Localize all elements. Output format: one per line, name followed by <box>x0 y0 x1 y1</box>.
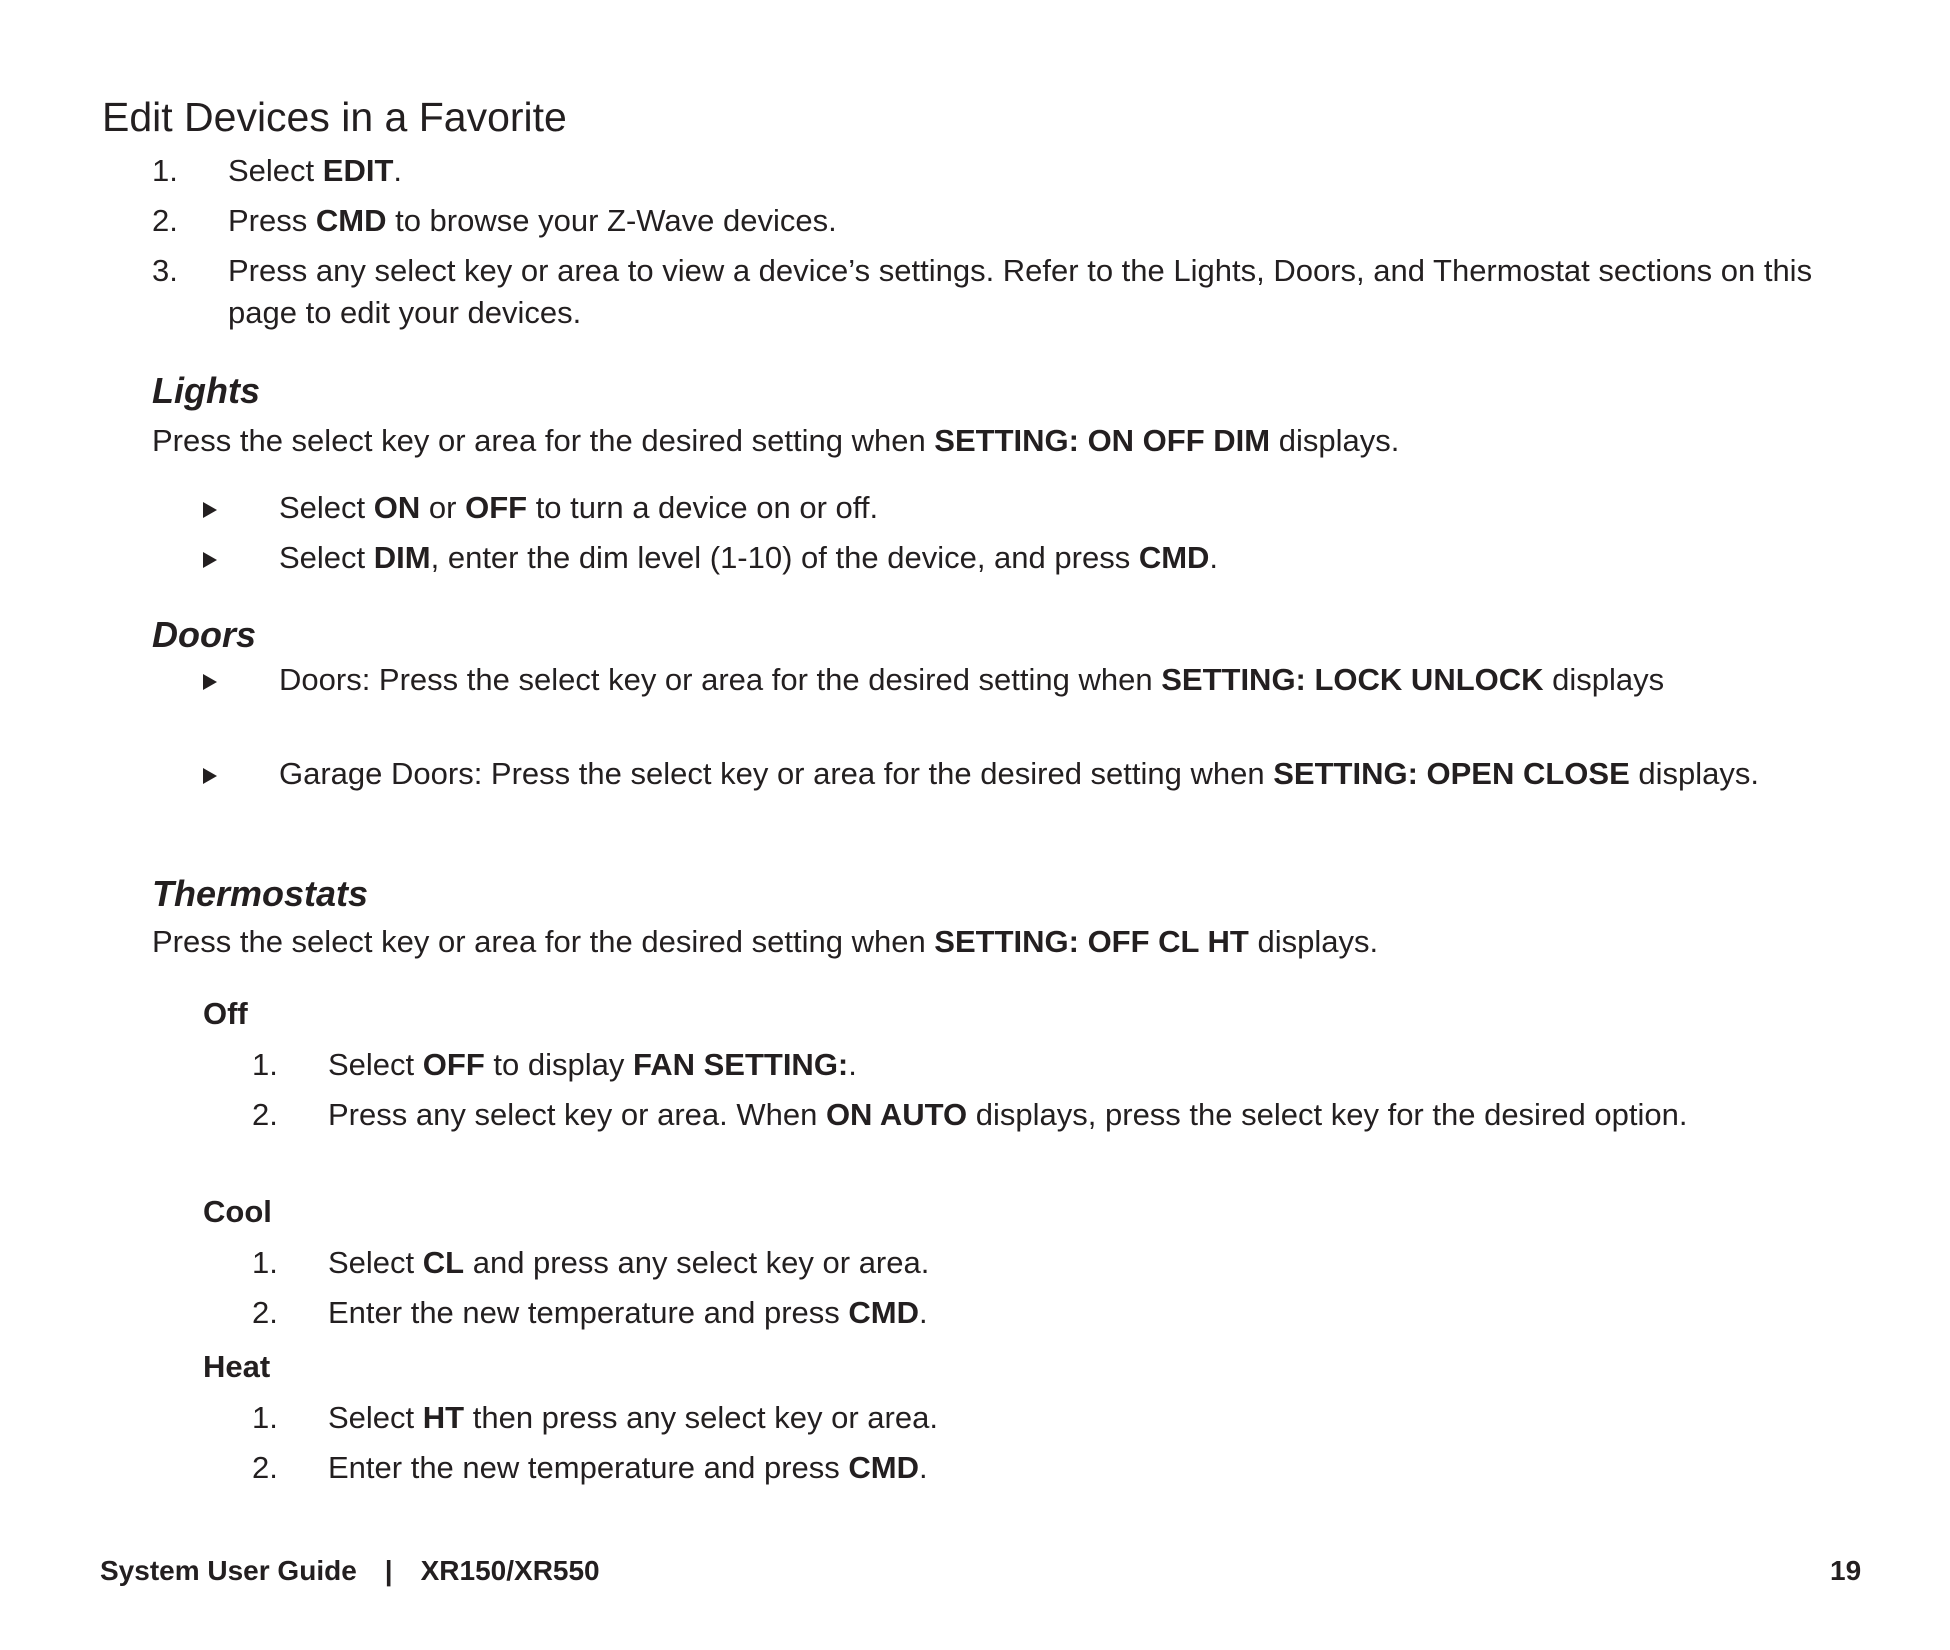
step-text: Press CMD to browse your Z-Wave devices. <box>228 203 837 238</box>
cool-step-1: 1. Select CL and press any select key or area. <box>252 1245 930 1280</box>
step-3 <box>152 250 1872 334</box>
thermostats-intro: Press the select key or area for the desired setting when SETTING: OFF CL HT displays. <box>152 924 1379 959</box>
triangle-bullet-icon <box>203 487 217 529</box>
off-step-1: 1. Select OFF to display FAN SETTING:. <box>252 1047 857 1082</box>
doors-heading: Doors <box>152 614 257 655</box>
cool-step-2: 2. Enter the new temperature and press CMD. <box>252 1295 928 1330</box>
step-number: 2. <box>152 203 178 238</box>
step-2 <box>152 200 1872 242</box>
lights-bullet-dim: Select DIM, enter the dim level (1-10) of the device, and press CMD. <box>203 537 1823 579</box>
page-title: Edit Devices in a Favorite <box>102 94 567 140</box>
page-number: 19 <box>1830 1555 1862 1586</box>
cool-heading: Cool <box>203 1194 272 1229</box>
step-1 <box>152 150 1872 192</box>
lights-intro: Press the select key or area for the desired setting when SETTING: ON OFF DIM displays. <box>152 423 1400 458</box>
step-text: Select EDIT. <box>228 153 403 188</box>
lights-heading: Lights <box>152 370 260 411</box>
heat-step-2: 2. Enter the new temperature and press CMD. <box>252 1450 928 1485</box>
heat-heading: Heat <box>203 1349 271 1384</box>
step-number: 1. <box>152 153 178 188</box>
doors-bullet-lock: Doors: Press the select key or area for the desired setting when SETTING: LOCK UNLOCK displays <box>203 659 1823 701</box>
thermostats-heading: Thermostats <box>152 873 369 914</box>
step-number: 3. <box>152 253 178 288</box>
footer-guide-title: System User Guide | XR150/XR550 <box>100 1555 600 1586</box>
triangle-bullet-icon <box>203 659 217 701</box>
triangle-bullet-icon <box>203 537 217 579</box>
step-text: Press any select key or area to view a device’s settings. Refer to the Lights, Doors, and Thermostat sections on this page to edit your devices. <box>228 253 1813 330</box>
triangle-bullet-icon <box>203 751 217 797</box>
off-step-2: 2. Press any select key or area. When ON AUTO displays, press the select key for the desired option. <box>252 1097 1688 1132</box>
heat-step-1: 1. Select HT then press any select key or area. <box>252 1400 938 1435</box>
off-heading: Off <box>203 996 248 1031</box>
lights-bullet-on-off: Select ON or OFF to turn a device on or off. <box>203 487 1823 529</box>
doors-bullet-garage: Garage Doors: Press the select key or area for the desired setting when SETTING: OPEN CLOSE displays. <box>203 751 1823 797</box>
